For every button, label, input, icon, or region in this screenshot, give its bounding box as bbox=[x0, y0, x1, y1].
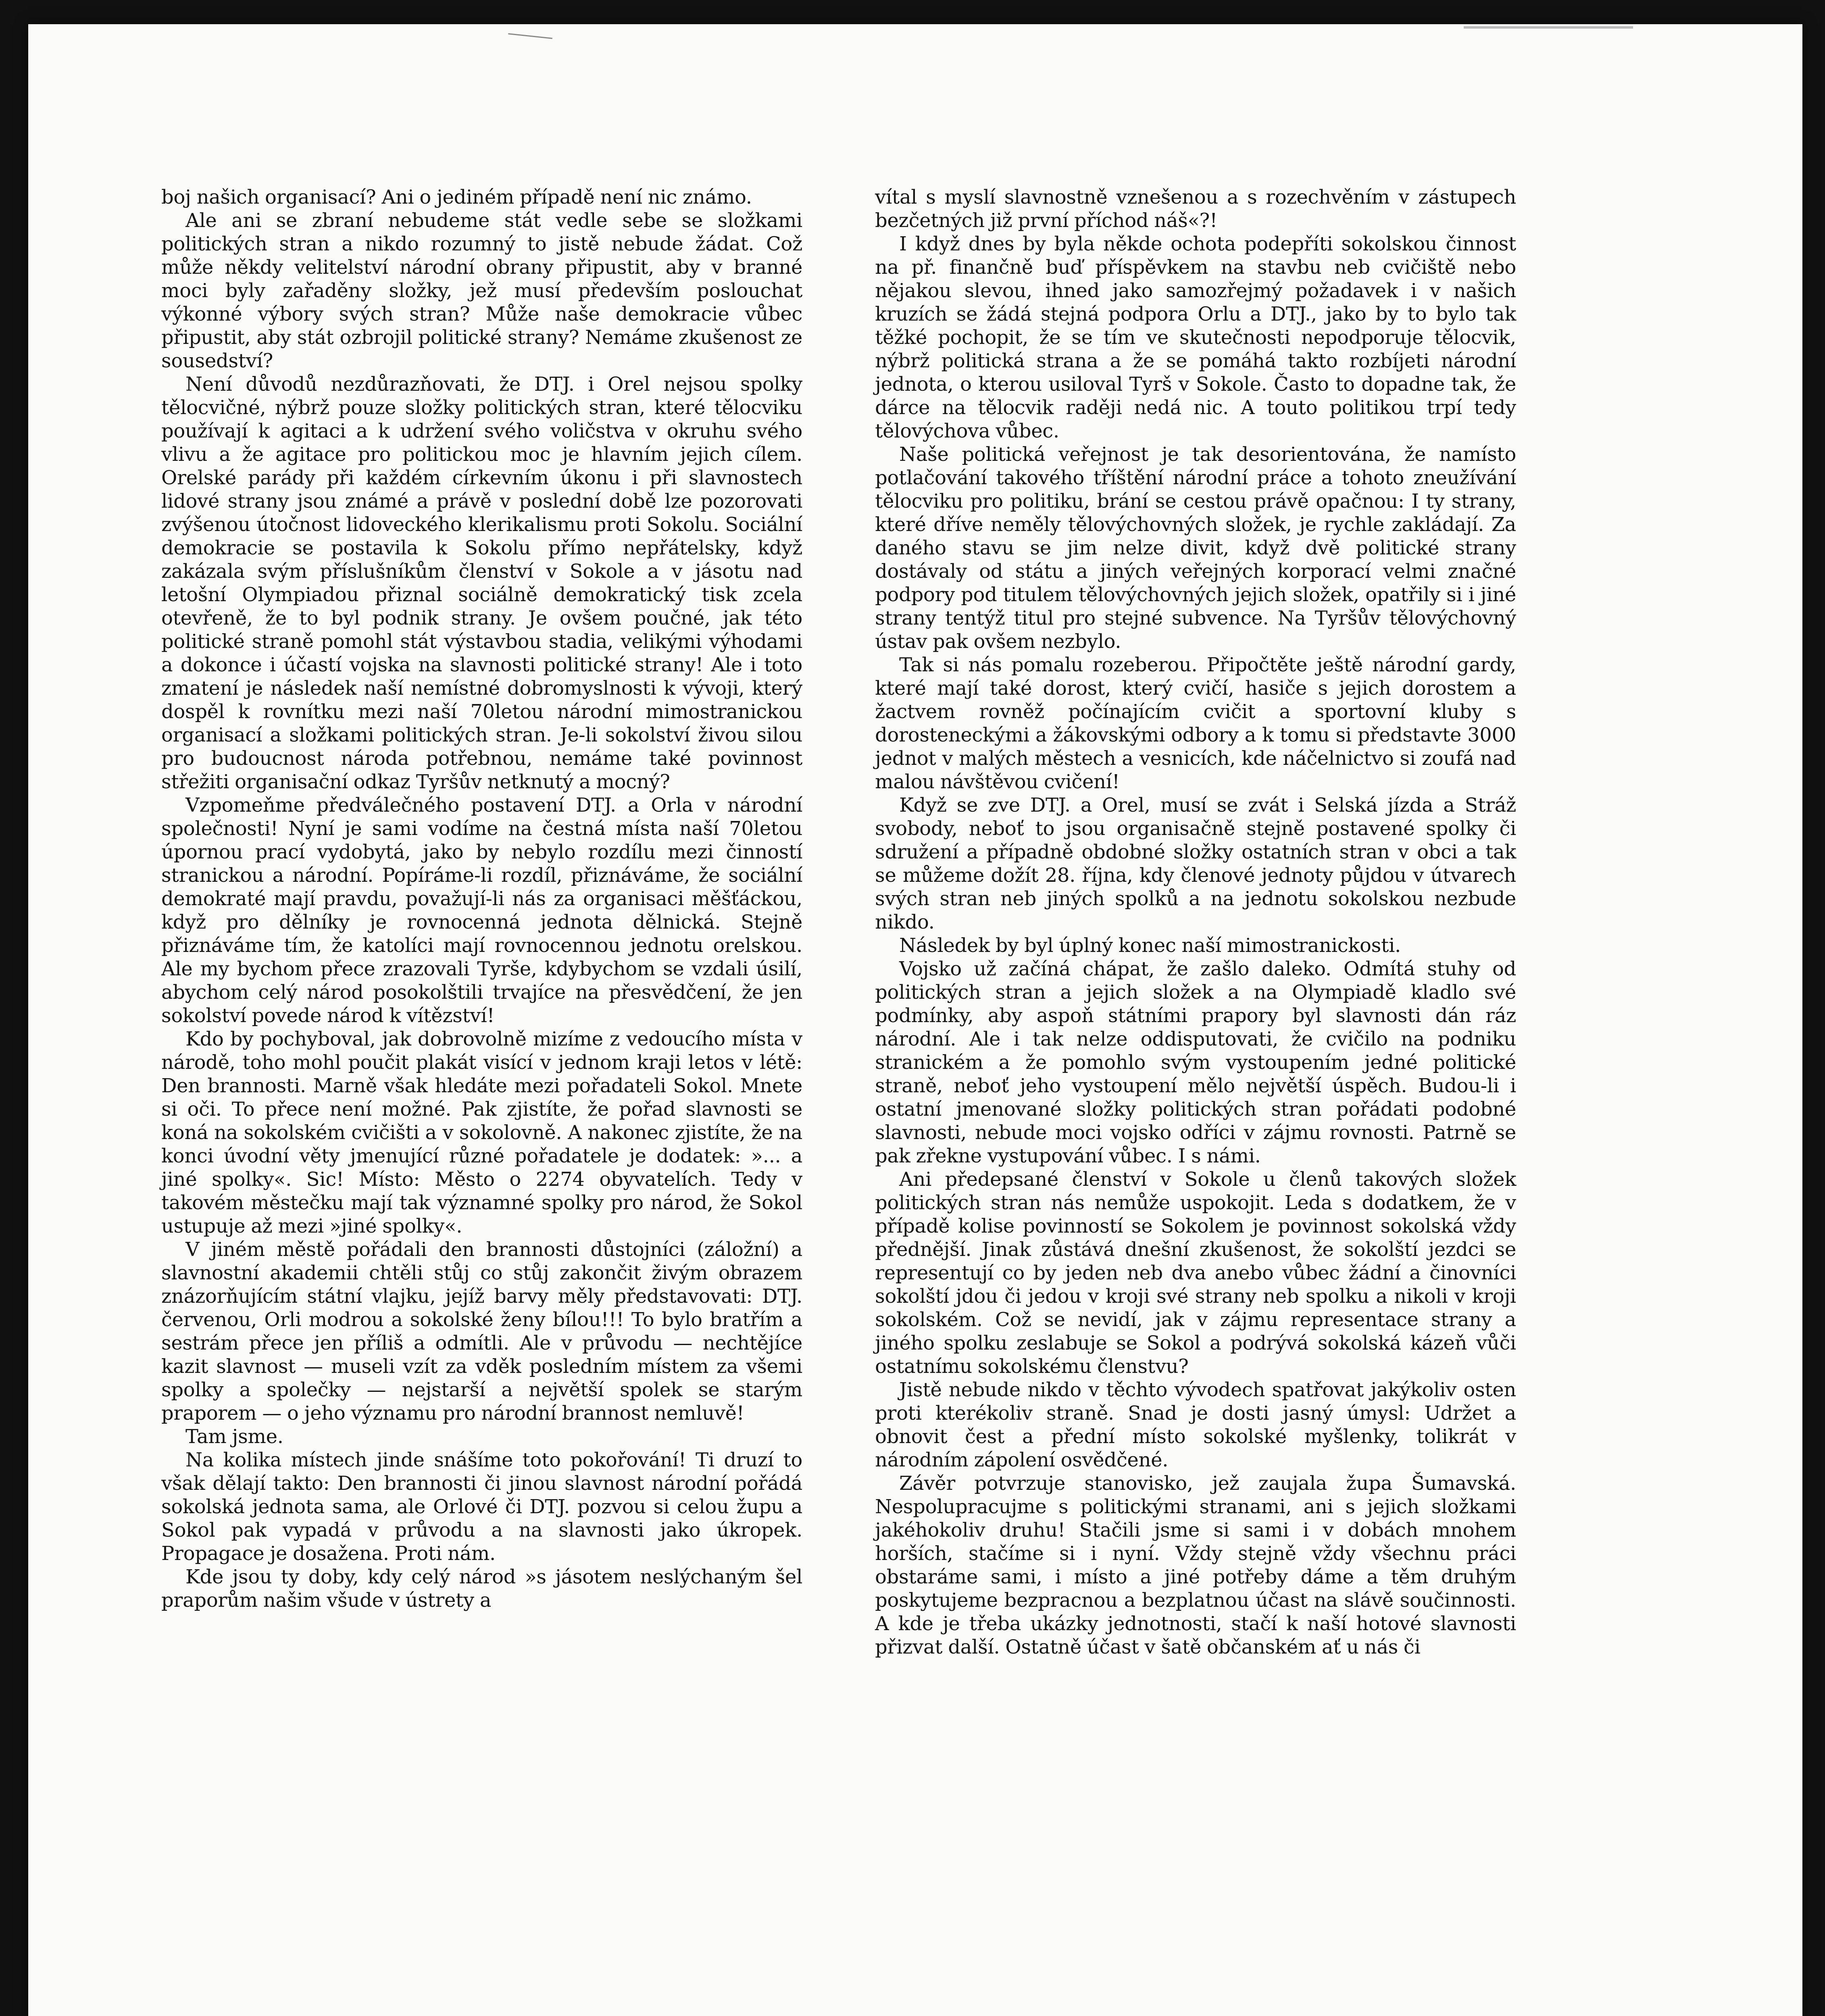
paragraph: Tak si nás pomalu rozeberou. Připočtěte ještě národní gardy, které mají také dorost, který cvičí, hasiče s jejich dorostem a žactvem rovněž počínajícím cvičit a sportovní kluby s dorosteneckými a žákovskými odbory a k tomu si představte 3000 jednot v malých městech a vesnicích, kde náčelnictvo si zoufá nad malou návštěvou cvičení! bbox=[875, 654, 1516, 793]
paragraph: Naše politická veřejnost je tak desorientována, že namísto potlačování takového tříštění národní práce a tohoto zneužívání tělocviku pro politiku, brání se cestou právě opačnou: I ty strany, které dříve neměly tělovýchovných složek, je rychle zakládají. Za daného stavu se jim nelze divit, když dvě politické strany dostávaly od státu a jiných veřejných korporací velmi značné podpory pod titulem tělovýchovných jejich složek, opatřily si i jiné strany tentýž titul pro stejné subvence. Na Tyršův tělovýchovný ústav pak ovšem nezbylo. bbox=[875, 443, 1516, 653]
paragraph: boj našich organisací? Ani o jediném případě není nic známo. bbox=[161, 186, 752, 208]
paragraph: Tam jsme. bbox=[185, 1425, 283, 1448]
paragraph: V jiném městě pořádali den brannosti důstojníci (záložní) a slavnostní akademii chtěli stůj co stůj zakončit živým obrazem znázorňujícím státní vlajku, jejíž barvy měly představovati: DTJ. červenou, Orli modrou a sokolské ženy bílou!!! To bylo bratřím a sestrám přece jen příliš a odmítli. Ale v průvodu — nechtějíce kazit slavnost — museli vzít za vděk posledním místem za všemi spolky a společky — nejstarší a největší spolek se starým praporem — o jeho významu pro národní brannost nemluvě! bbox=[161, 1238, 802, 1425]
paragraph: Není důvodů nezdůrazňovati, že DTJ. i Orel nejsou spolky tělocvičné, nýbrž pouze složky politických stran, které tělocviku používají k agitaci a k udržení svého voličstva v okruhu svého vlivu a že agitace pro politickou moc je hlavním jejich cílem. Orelské parády při každém církevním úkonu i při slavnostech lidové strany jsou známé a právě v poslední době lze pozorovati zvýšenou útočnost lidoveckého klerikalismu proti Sokolu. Sociální demokracie se postavila k Sokolu přímo nepřátelsky, když zakázala svým příslušníkům členství v Sokole a v jásotu nad letošní Olympiadou přiznal sociálně demokratický tisk zcela otevřeně, že to byl podnik strany. Je ovšem poučné, jak této politické straně pomohl stát výstavbou stadia, velikými výhodami a dokonce i účastí vojska na slavnosti politické strany! Ale i toto zmatení je následek naší nemístné dobromyslnosti k vývoji, který dospěl k rovnítku mezi naší 70letou národní mimostranickou organisací a složkami politických stran. Je-li sokolství živou silou pro budoucnost národa potřebnou, nemáme také povinnost střežiti organisační odkaz Tyršův netknutý a mocný? bbox=[161, 373, 802, 793]
paragraph: vítal s myslí slavnostně vznešenou a s rozechvěním v zástupech bezčetných již první příchod náš«?! bbox=[875, 186, 1516, 232]
book-page bbox=[28, 24, 1802, 2016]
scan-mark bbox=[1464, 26, 1633, 29]
paragraph: I když dnes by byla někde ochota podepříti sokolskou činnost na př. finančně buď příspěvkem na stavbu neb cvičiště nebo nějakou slevou, ihned jako samozřejmý požadavek i v našich kruzích se žádá stejná podpora Orlu a DTJ., jako by to bylo tak těžké pochopit, že se tím ve skutečnosti nepodporuje tělocvik, nýbrž politická strana a že se pomáhá takto rozbíjeti národní jednota, o kterou usiloval Tyrš v Sokole. Často to dopadne tak, že dárce na tělocvik raději nedá nic. A touto politikou trpí tedy tělovýchova vůbec. bbox=[875, 233, 1516, 442]
paragraph: Kde jsou ty doby, kdy celý národ »s jásotem neslýchaným šel praporům našim všude v ústrety a bbox=[161, 1566, 802, 1612]
paragraph: Když se zve DTJ. a Orel, musí se zvát i Selská jízda a Stráž svobody, neboť to jsou organisačně stejně postavené spolky či sdružení a případně obdobné složky ostatních stran v obci a tak se můžeme dožít 28. října, kdy členové jednoty půjdou v útvarech svých stran neb jiných spolků a na jednotu sokolskou nezbude nikdo. bbox=[875, 794, 1516, 933]
paragraph: Jistě nebude nikdo v těchto vývodech spatřovat jakýkoliv osten proti kterékoliv straně. Snad je dosti jasný úmysl: Udržet a obnovit čest a přední místo sokolské myšlenky, tolikrát v národním zápolení osvědčené. bbox=[875, 1379, 1516, 1471]
paragraph: Následek by byl úplný konec naší mimostranickosti. bbox=[899, 934, 1401, 957]
paragraph: Ani předepsané členství v Sokole u členů takových složek politických stran nás nemůže uspokojit. Leda s dodatkem, že v případě kolise povinností se Sokolem je povinnost sokolská vždy přednější. Jinak zůstává dnešní zkušenost, že sokolští jezdci se representují co by jeden neb dva anebo vůbec žádní a činovníci sokolští jdou či jedou v kroji své strany neb spolku a nikoli v kroji sokolském. Což se nevidí, jak v zájmu representace strany a jiného spolku zeslabuje se Sokol a podrývá sokolská kázeň vůči ostatnímu sokolskému členstvu? bbox=[875, 1168, 1516, 1378]
paragraph: Ale ani se zbraní nebudeme stát vedle sebe se složkami politických stran a nikdo rozumný to jistě nebude žádat. Což může někdy velitelství národní obrany připustit, aby v branné moci byly zařaděny složky, jež musí především poslouchat výkonné výbory svých stran? Může naše demokracie vůbec připustit, aby stát ozbrojil politické strany? Nemáme zkušenost ze sousedství? bbox=[161, 209, 802, 372]
left-text-column bbox=[161, 185, 802, 1612]
paragraph: Kdo by pochyboval, jak dobrovolně mizíme z vedoucího místa v národě, toho mohl poučit plakát visící v jednom kraji letos v létě: Den brannosti. Marně však hledáte mezi pořadateli Sokol. Mnete si oči. To přece není možné. Pak zjistíte, že pořad slavnosti se koná na sokolském cvičišti a v sokolovně. A nakonec zjistíte, že na konci úvodní věty jmenující různé pořadatele je dodatek: »... a jiné spolky«. Sic! Místo: Město o 2274 obyvatelích. Tedy v takovém městečku mají tak významné spolky pro národ, že Sokol ustupuje až mezi »jiné spolky«. bbox=[161, 1028, 802, 1237]
scan-mark bbox=[508, 33, 552, 39]
paragraph: Vzpomeňme předválečného postavení DTJ. a Orla v národní společnosti! Nyní je sami vodíme na čestná místa naší 70letou úpornou prací vydobytá, jako by nebylo rozdílu mezi činností stranickou a národní. Popíráme-li rozdíl, přiznáváme, že sociální demokraté mají pravdu, považují-li nás za organisaci měšťáckou, když pro dělníky je rovnocenná jednota dělnická. Stejně přiznáváme tím, že katolíci mají rovnocennou jednotu orelskou. Ale my bychom přece zrazovali Tyrše, kdybychom se vzdali úsilí, abychom celý národ posokolštili trvajíce na přesvědčení, že jen sokolství povede národ k vítězství! bbox=[161, 794, 802, 1027]
paragraph: Závěr potvrzuje stanovisko, jež zaujala župa Šumavská. Nespolupracujme s politickými stranami, ani s jejich složkami jakéhokoliv druhu! Stačili jsme si sami i v dobách mnohem horších, stačíme si i nyní. Vždy stejně vždy všechnu práci obstaráme sami, i místo a jiné potřeby dáme a těm druhým poskytujeme bezpracnou a bezplatnou účast na slávě součinnosti. A kde je třeba ukázky jednotnosti, stačí k naší hotové slavnosti přizvat další. Ostatně účast v šatě občanském ať u nás či bbox=[875, 1472, 1516, 1658]
paragraph: Na kolika místech jinde snášíme toto pokořování! Ti druzí to však dělají takto: Den brannosti či jinou slavnost národní pořádá sokolská jednota sama, ale Orlové či DTJ. pozvou si celou župu a Sokol pak vypadá v průvodu a na slavnosti jako úkropek. Propagace je dosažena. Proti nám. bbox=[161, 1449, 802, 1565]
paragraph: Vojsko už začíná chápat, že zašlo daleko. Odmítá stuhy od politických stran a jejich složek a na Olympiadě kladlo své podmínky, aby aspoň státními prapory byl slavnosti dán ráz národní. Ale i tak nelze oddisputovati, že cvičilo na podniku stranickém a že pomohlo svým vystoupením jedné politické straně, neboť jeho vystoupení mělo největší úspěch. Budou-li i ostatní jmenované složky politických stran pořádati podobné slavnosti, nebude moci vojsko odříci v zájmu rovnosti. Patrně se pak zřekne vystupování vůbec. I s námi. bbox=[875, 958, 1516, 1167]
right-text-column bbox=[875, 185, 1516, 1659]
